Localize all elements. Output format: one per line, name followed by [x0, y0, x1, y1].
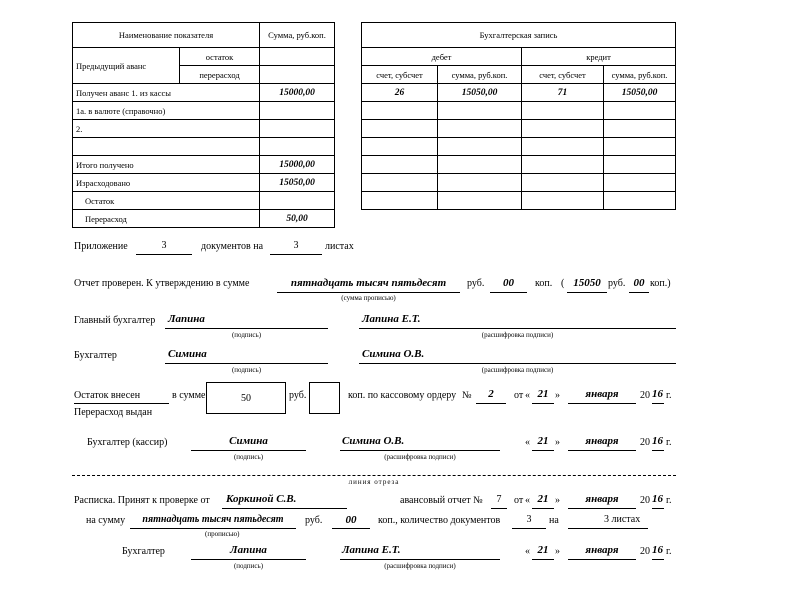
in-sum-label: в сумме — [172, 390, 206, 401]
attachment-count: 3 — [161, 240, 167, 251]
rub-label: руб. — [467, 278, 485, 289]
table-row: 26 15050,00 71 15050,00 — [362, 84, 676, 102]
receipt-day: 21 — [537, 493, 549, 505]
credit-sum-header: сумма, руб.коп. — [604, 66, 676, 84]
remainder-amount-box: 50 — [206, 382, 286, 414]
accountant-name: Симина О.В. — [362, 348, 425, 360]
overspend-label: Перерасход выдан — [74, 407, 153, 418]
table-row: Израсходовано 15050,00 — [73, 174, 335, 192]
year-prefix: 20 — [640, 437, 650, 448]
receipt-label: Расписка. Принят к проверке от — [74, 495, 210, 506]
cash-order-label: коп. по кассовому ордеру — [348, 390, 457, 401]
on-label: на — [549, 515, 559, 526]
table-row — [73, 138, 335, 156]
rub-label: руб. — [289, 390, 307, 401]
year-suffix-g: г. — [666, 546, 672, 557]
year-suffix-g: г. — [666, 495, 672, 506]
table-row: Получен аванс 1. из кассы 15000,00 — [73, 84, 335, 102]
cashier-signature: Симина — [229, 435, 268, 447]
receipt-year: 16 — [652, 493, 663, 505]
cashier-label: Бухгалтер (кассир) — [87, 437, 168, 448]
rub-label: руб. — [305, 515, 323, 526]
quote-open: « — [525, 390, 530, 401]
table-row: Остаток — [73, 192, 335, 210]
approval-amount-digits: 15050 — [573, 277, 601, 289]
debit-header: дебет — [362, 48, 522, 66]
report-number: 7 — [496, 494, 502, 505]
order-month: января — [585, 388, 619, 400]
table-row — [362, 156, 676, 174]
approval-label: Отчет проверен. К утверждению в сумме — [74, 278, 250, 289]
kop-label: коп. — [535, 278, 553, 289]
year-prefix: 20 — [640, 390, 650, 401]
header-sum: Сумма, руб.коп. — [260, 23, 335, 48]
report-label: авансовый отчет № — [400, 495, 483, 506]
order-year: 16 — [652, 388, 663, 400]
kop-label-2: коп.) — [650, 278, 671, 289]
pererashod-label: перерасход — [180, 66, 260, 84]
header-indicator-name: Наименование показателя — [73, 23, 260, 48]
table-row: 1а. в валюте (справочно) — [73, 102, 335, 120]
quote-close: » — [555, 546, 560, 557]
table-row: Итого получено 15000,00 — [73, 156, 335, 174]
table-row — [362, 102, 676, 120]
table-row — [362, 120, 676, 138]
indicators-table — [72, 22, 335, 228]
debit-account-header: счет, субсчет — [362, 66, 438, 84]
cashier-month: января — [585, 435, 619, 447]
number-sign: № — [462, 390, 472, 401]
year-prefix: 20 — [640, 546, 650, 557]
approval-kop-value-2: 00 — [633, 277, 645, 289]
cashier-name: Симина О.В. — [342, 435, 405, 447]
signature-caption: (подпись) — [231, 331, 262, 339]
receipt-accountant-month: января — [585, 544, 619, 556]
receipt-accountant-day: 21 — [537, 544, 549, 556]
signature-caption: (подпись) — [231, 366, 262, 374]
accounting-entry-header: Бухгалтерская запись — [362, 23, 676, 48]
approval-kop-value: 00 — [503, 277, 514, 289]
receipt-amount-words: пятнадцать тысяч пятьдесят — [142, 514, 284, 525]
prev-advance-label: Предыдущий аванс — [73, 48, 180, 84]
receipt-from-name: Коркиной С.В. — [226, 493, 297, 505]
receipt-accountant-name: Лапина Е.Т. — [342, 544, 401, 556]
accounting-entry-table — [361, 22, 676, 210]
quote-close: » — [555, 437, 560, 448]
order-number: 2 — [488, 388, 494, 400]
approval-amount-words: пятнадцать тысяч пятьдесят — [290, 277, 447, 289]
signature-caption: (подпись) — [233, 453, 264, 461]
table-row — [362, 174, 676, 192]
chief-accountant-name: Лапина Е.Т. — [362, 313, 421, 325]
receipt-kop-value: 00 — [345, 514, 357, 526]
table-row — [362, 138, 676, 156]
credit-account-header: счет, субсчет — [522, 66, 604, 84]
signature-caption: (подпись) — [233, 562, 264, 570]
quote-open: « — [525, 546, 530, 557]
remainder-kop-box — [309, 382, 340, 414]
table-row: Перерасход 50,00 — [73, 210, 335, 228]
year-prefix: 20 — [640, 495, 650, 506]
receipt-accountant-signature: Лапина — [230, 544, 267, 556]
rub-label-2: руб. — [608, 278, 626, 289]
from-label: от — [514, 495, 524, 506]
name-caption: (расшифровка подписи) — [481, 331, 554, 339]
approval-caption: (сумма прописью) — [341, 294, 396, 302]
name-caption: (расшифровка подписи) — [481, 366, 554, 374]
receipt-accountant-label: Бухгалтер — [122, 546, 165, 557]
attachment-label: Приложение — [74, 241, 128, 252]
credit-header: кредит — [522, 48, 676, 66]
cashier-year: 16 — [652, 435, 663, 447]
sheets-label: листах — [325, 241, 354, 252]
receipt-accountant-year: 16 — [652, 544, 663, 556]
table-row: 2. — [73, 120, 335, 138]
receipt-month: января — [585, 493, 619, 505]
debit-sum-header: сумма, руб.коп. — [438, 66, 522, 84]
docs-count-label: коп., количество документов — [378, 515, 501, 526]
quote-close: » — [555, 495, 560, 506]
quote-open: « — [525, 495, 530, 506]
table-row — [362, 192, 676, 210]
accountant-label: Бухгалтер — [74, 350, 117, 361]
order-day: 21 — [537, 388, 549, 400]
receipt-caption: (прописью) — [205, 530, 240, 538]
cut-line — [72, 475, 676, 476]
open-paren: ( — [561, 278, 565, 289]
cut-line-label: линия отреза — [348, 478, 400, 486]
docs-on-label: документов на — [201, 241, 264, 252]
receipt-sum-label: на сумму — [86, 515, 126, 526]
year-suffix-g: г. — [666, 437, 672, 448]
from-label: от — [514, 390, 524, 401]
name-caption: (расшифровка подписи) — [384, 453, 456, 461]
receipt-docs: 3 — [526, 514, 532, 525]
name-caption: (расшифровка подписи) — [384, 562, 456, 570]
accountant-signature: Симина — [168, 348, 207, 360]
remainder-label: Остаток внесен — [74, 390, 141, 401]
quote-close: » — [555, 390, 560, 401]
cashier-day: 21 — [537, 435, 549, 447]
chief-accountant-signature: Лапина — [168, 313, 205, 325]
chief-accountant-label: Главный бухгалтер — [74, 315, 156, 326]
receipt-sheets: 3 листах — [604, 514, 641, 525]
year-suffix-g: г. — [666, 390, 672, 401]
quote-open: « — [525, 437, 530, 448]
ostatok-label: остаток — [180, 48, 260, 66]
attachment-pages: 3 — [293, 240, 299, 251]
